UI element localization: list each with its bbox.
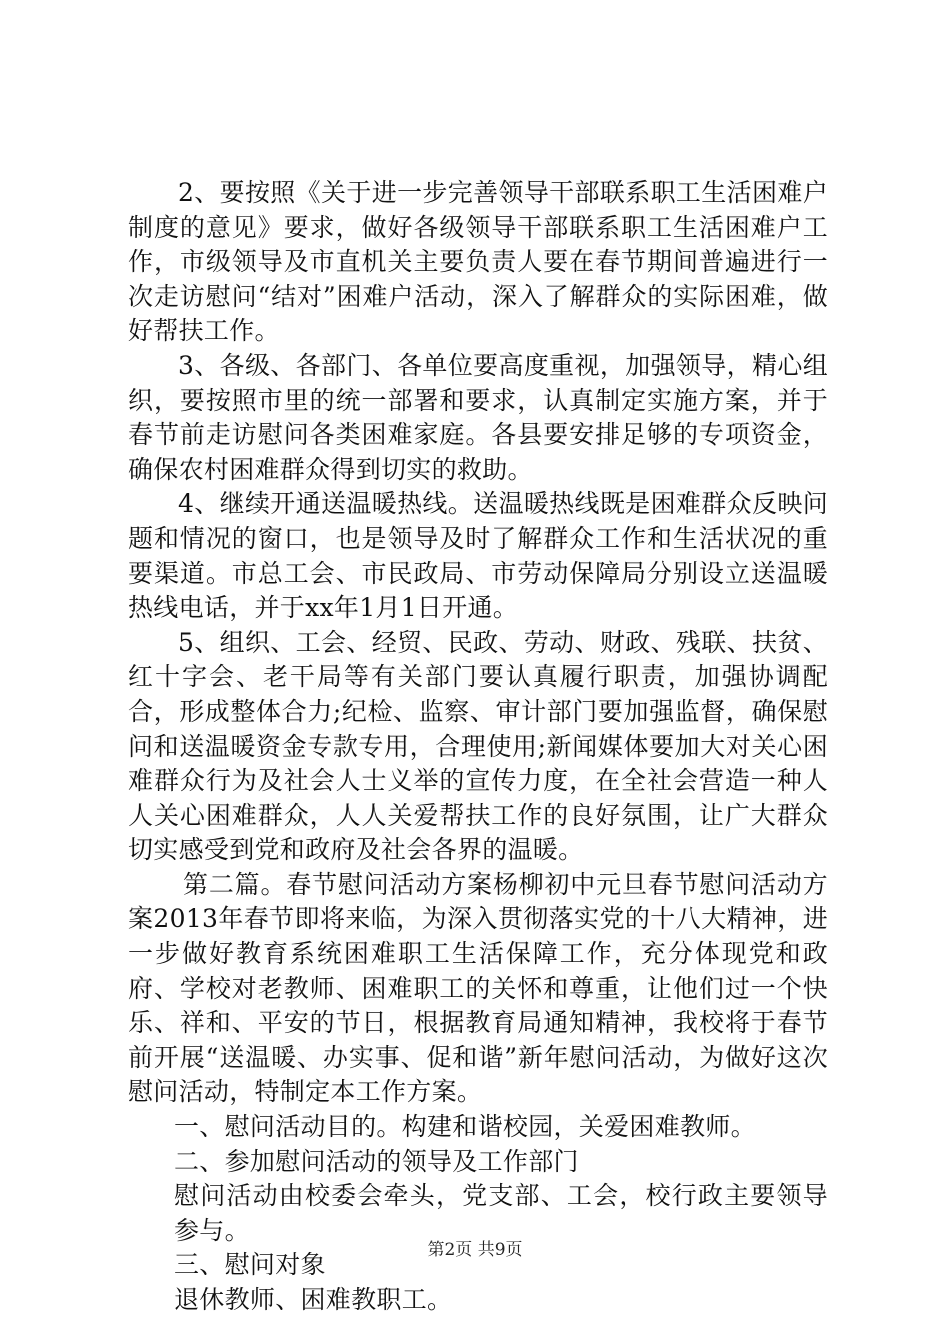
paragraph-item-3: 3、各级、各部门、各单位要高度重视，加强领导，精心组织，要按照市里的统一部署和要求，认真制定实施方案，并于春节前走访慰问各类困难家庭。各县要安排足够的专项资金，确保农村困难群众得到切实的救助。: [128, 350, 828, 484]
paragraph-item-5: 5、组织、工会、经贸、民政、劳动、财政、残联、扶贫、红十字会、老干局等有关部门要认真履行职责，加强协调配合，形成整体合力;纪检、监察、审计部门要加强监督，确保慰问和送温暖资金专款专用，合理使用;新闻媒体要加大对关心困难群众行为及社会人士义举的宣传力度，在全社会营造一种人人关心困难群众，人人关爱帮扶工作的良好氛围，让广大群众切实感受到党和政府及社会各界的温暖。: [128, 627, 828, 865]
paragraph-leaders-detail: 慰问活动由校委会牵头，党支部、工会，校行政主要领导参与。: [174, 1181, 828, 1245]
paragraph-item-4: 4、继续开通送温暖热线。送温暖热线既是困难群众反映问题和情况的窗口，也是领导及时了解群众工作和生活状况的重要渠道。市总工会、市民政局、市劳动保障局分别设立送温暖热线电话，并于xx年1月1日开通。: [128, 489, 828, 623]
page-number-footer: 第2页 共9页: [427, 1240, 523, 1260]
section-heading-leaders: 二、参加慰问活动的领导及工作部门: [174, 1146, 579, 1176]
section-heading-targets: 三、慰问对象: [174, 1250, 326, 1280]
paragraph-targets-detail: 退休教师、困难教职工。: [174, 1285, 453, 1314]
paragraph-second-chapter: 第二篇。春节慰问活动方案杨柳初中元旦春节慰问活动方案2013年春节即将来临，为深入贯彻落实党的十八大精神，进一步做好教育系统困难职工生活保障工作，充分体现党和政府、学校对老教师、困难职工的关怀和尊重，让他们过一个快乐、祥和、平安的节日，根据教育局通知精神，我校将于春节前开展“送温暖、办实事、促和谐”新年慰问活动，为做好这次慰问活动，特制定本工作方案。: [128, 869, 828, 1107]
document-body: [128, 176, 828, 1318]
section-heading-purpose: 一、慰问活动目的。构建和谐校园，关爱困难教师。: [174, 1112, 756, 1142]
paragraph-item-2: 2、要按照《关于进一步完善领导干部联系职工生活困难户制度的意见》要求，做好各级领导干部联系职工生活困难户工作，市级领导及市直机关主要负责人要在春节期间普遍进行一次走访慰问“结对”困难户活动，深入了解群众的实际困难，做好帮扶工作。: [128, 178, 828, 346]
